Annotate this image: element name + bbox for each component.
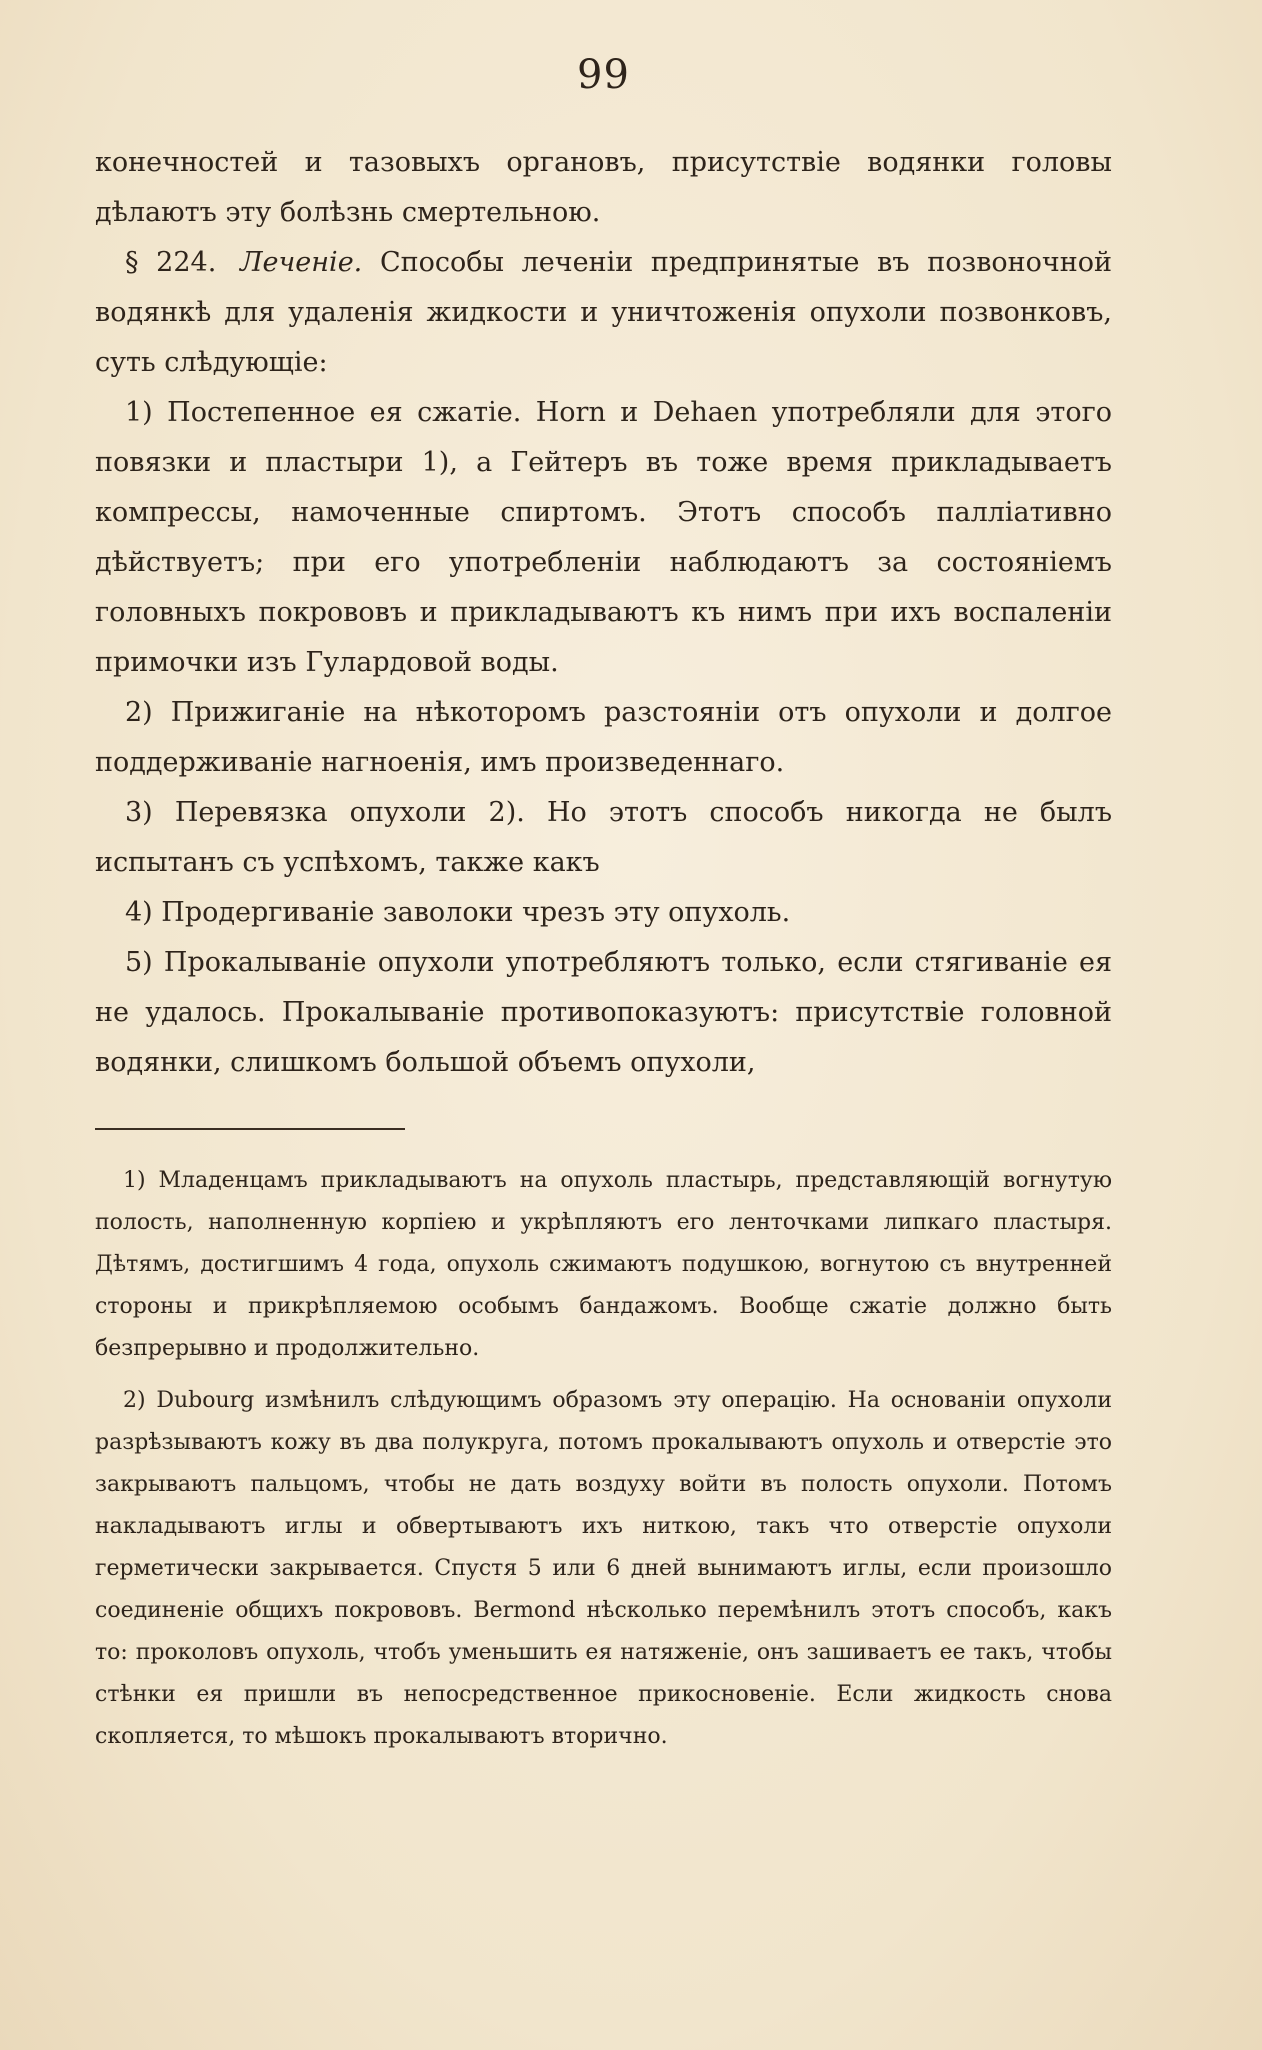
paragraph-method-3: 3) Перевязка опухоли 2). Но этотъ способъ никогда не былъ испытанъ съ успѣхомъ, также какъ [95, 797, 1112, 878]
footnotes [95, 1160, 1112, 1758]
section-224 [95, 238, 1112, 388]
footnote-divider [95, 1128, 405, 1130]
paragraph-method-1: 1) Постепенное ея сжатіе. Horn и Dehaen употребляли для этого повязки и пластыри 1), а Гейтеръ въ тоже время прикладываетъ компрессы, намоченные спиртомъ. Этотъ способъ палліативно дѣйствуетъ; при его употребленіи наблюдаютъ за состояніемъ головныхъ покрововъ и прикладываютъ къ нимъ при ихъ воспаленіи примочки изъ Гулардовой воды. [95, 397, 1112, 678]
section-heading: Леченіе. [239, 247, 363, 278]
footnote-1: 1) Младенцамъ прикладываютъ на опухоль пластырь, представляющій вогнутую полость, наполненную корпіею и укрѣпляютъ его ленточками липкаго пластыря. Дѣтямъ, достигшимъ 4 года, опухоль сжимаютъ подушкою, вогнутою съ внутренней стороны и прикрѣпляемою особымъ бандажомъ. Вообще сжатіе должно быть безпрерывно и продолжительно. [95, 1168, 1112, 1361]
main-text [95, 138, 1112, 1088]
footnote-2: 2) Dubourg измѣнилъ слѣдующимъ образомъ эту операцію. На основаніи опухоли разрѣзываютъ кожу въ два полукруга, потомъ прокалываютъ опухоль и отверстіе это закрываютъ пальцомъ, чтобы не дать воздуху войти въ полость опухоли. Потомъ накладываютъ иглы и обвертываютъ ихъ ниткою, такъ что отверстіе опухоли герметически закрывается. Спустя 5 или 6 дней вынимаютъ иглы, если произошло соединеніе общихъ покрововъ. Bermond нѣсколько перемѣнилъ этотъ способъ, какъ то: проколовъ опухоль, чтобъ уменьшить ея натяженіе, онъ зашиваетъ ее такъ, чтобы стѣнки ея пришли въ непосредственное прикосновеніе. Если жидкость снова скопляется, то мѣшокъ прокалываютъ вторично. [95, 1388, 1112, 1749]
page-number: 99 [577, 52, 630, 98]
paragraph-method-2: 2) Прижиганіе на нѣкоторомъ разстояніи отъ опухоли и долгое поддерживаніе нагноенія, имъ произведеннаго. [95, 697, 1112, 778]
paragraph-method-5: 5) Прокалываніе опухоли употребляютъ только, если стягиваніе ея не удалось. Прокалываніе противопоказуютъ: присутствіе головной водянки, слишкомъ большой объемъ опухоли, [95, 947, 1112, 1078]
paragraph-method-4: 4) Продергиваніе заволоки чрезъ эту опухоль. [125, 897, 791, 928]
paragraph-intro: конечностей и тазовыхъ органовъ, присутствіе водянки головы дѣлаютъ эту болѣзнь смертельною. [95, 147, 1112, 228]
section-text: Способы леченіи предпринятые въ позвоночной водянкѣ для удаленія жидкости и уничтоженія опухоли позвонковъ, суть слѣдующіе: [95, 247, 1113, 378]
section-mark: § 224. [125, 247, 217, 278]
